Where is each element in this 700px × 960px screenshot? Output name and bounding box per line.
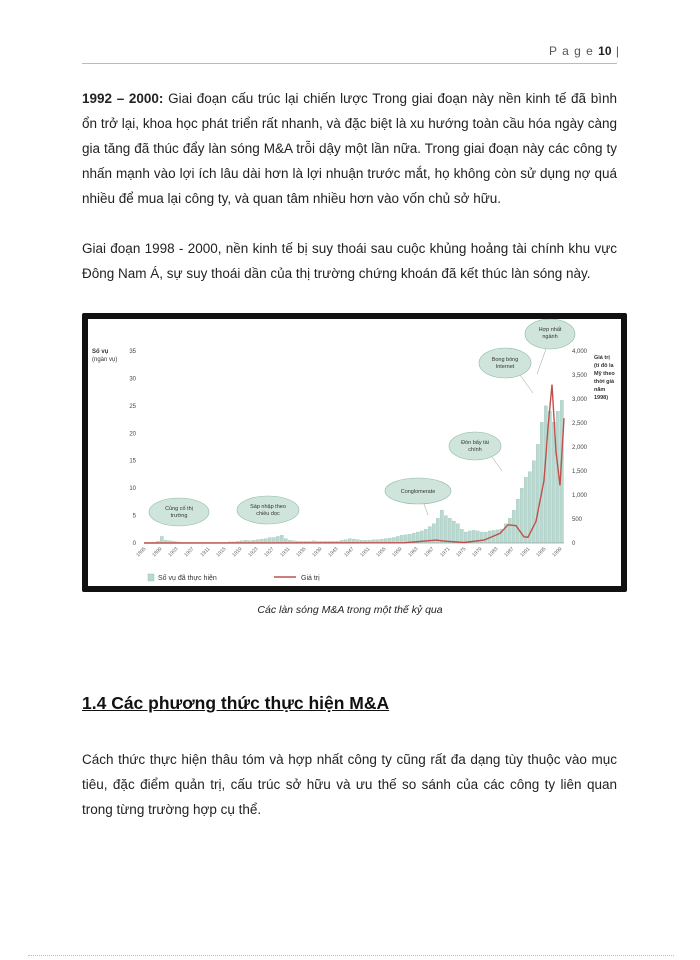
legend-swatch-deals [148,574,154,581]
svg-text:thời giá: thời giá [594,379,615,385]
period-label: 1992 – 2000: [82,91,164,106]
bar-deals [444,516,447,543]
bar-deals [460,529,463,543]
x-tick-label: 1999 [551,546,564,559]
svg-text:chính: chính [468,447,482,453]
svg-text:Đòn bẩy tài: Đòn bẩy tài [461,440,489,446]
page-header [549,44,620,58]
y-left-tick-label: 10 [129,486,136,493]
y-right-tick-label: 500 [572,517,583,523]
annotation-conglomerate [385,478,451,504]
x-tick-label: 1895 [135,546,148,559]
annotation-internet [479,348,531,378]
y-left-tick-label: 0 [132,541,136,547]
right-axis-title: Giá trị [594,355,610,361]
bar-deals [396,536,399,543]
bar-deals [484,532,487,543]
legend-label-deals: Số vụ đã thực hiện [158,575,217,582]
x-tick-label: 1903 [167,546,180,559]
section-heading: 1.4 Các phương thức thực hiện M&A [82,693,390,713]
x-tick-label: 1951 [359,546,372,559]
header-divider [82,63,617,64]
y-right-tick-label: 2,000 [572,445,588,451]
y-left-tick-label: 5 [132,513,136,520]
annotation-consolidation [149,498,209,526]
y-right-tick-label: 1,500 [572,469,588,475]
x-tick-label: 1947 [343,546,356,559]
x-tick-label: 1963 [407,546,420,559]
svg-text:trường: trường [170,513,188,519]
paragraph-body: Giai đoạn cấu trúc lại chiến lược Trong giai đoạn này nền kinh tế đã bình ổn trở lại, khoa học phát triển rất nhanh, và đặc biệt là xu hướng toàn cầu hóa ngày càng gia tăng đã thúc đẩy làn sóng M&A trỗi dậy một lần nữa. Trong giai đoạn này các công ty nhấn mạnh vào lợi ích lâu dài hơn là lợi nhuận trước mắt, họ không còn sử dụng nợ quá nhiều để mua lại công ty, và quan tâm nhiều hơn vào vốn chủ sở hữu. [82,91,617,206]
annotation-vertical [237,496,299,524]
chart-legend [148,573,320,582]
svg-text:Củng cố thị: Củng cố thị [165,506,193,512]
y-right-tick-label: 0 [572,541,576,547]
y-left-tick-label: 30 [129,376,136,383]
legend-label-value: Giá trị [301,575,320,582]
x-tick-label: 1955 [375,546,388,559]
svg-text:1998): 1998) [594,395,609,401]
y-left-tick-label: 20 [129,431,136,438]
svg-text:Conglomerate: Conglomerate [400,489,436,495]
bar-deals [496,530,499,543]
y-right-tick-label: 3,000 [572,397,588,403]
x-tick-label: 1983 [487,546,500,559]
paragraph-methods: Cách thức thực hiện thâu tóm và hợp nhất công ty cũng rất đa dạng tùy thuộc vào mục tiêu, đặc điểm quản trị, cấu trúc sở hữu và ưu thế so sánh của các công ty liên quan trong từng trường hợp cụ thể. [82,752,617,817]
bar-deals [456,524,459,543]
footer-divider [28,955,674,956]
bar-deals [280,535,283,543]
annotation-leverage [449,432,501,460]
bar-deals [440,510,443,543]
x-tick-label: 1931 [279,546,292,559]
x-tick-label: 1935 [295,546,308,559]
x-tick-label: 1899 [151,546,164,559]
svg-text:Bong bóng: Bong bóng [491,357,519,363]
bar-deals [464,532,467,543]
x-tick-label: 1979 [471,546,484,559]
paragraph-recession: Giai đoạn 1998 - 2000, nền kinh tế bị suy thoái sau cuộc khủng hoảng tài chính khu vực Đông Nam Á, sự suy thoái dần của thị trường chứng khoán đã kết thúc làn sóng này. [82,241,617,281]
figure-caption: Các làn sóng M&A trong một thế kỷ qua [257,604,443,616]
page-separator: | [615,44,620,58]
svg-text:chiều dọc: chiều dọc [256,511,280,517]
bar-deals [404,535,407,543]
svg-text:ngành: ngành [542,334,558,340]
bar-deals [448,518,451,543]
left-axis-subtitle: (ngàn vụ) [92,357,118,363]
bar-deals [516,499,519,543]
bar-deals [548,411,551,543]
x-tick-label: 1915 [215,546,228,559]
bar-deals [272,538,275,543]
x-tick-label: 1923 [247,546,260,559]
bar-deals [268,538,271,543]
x-tick-label: 1919 [231,546,244,559]
y-left-tick-label: 35 [129,349,136,355]
y-right-tick-label: 2,500 [572,421,588,427]
bar-deals [452,521,455,543]
svg-text:(tỉ đô la: (tỉ đô la [594,363,614,369]
bar-deals [532,461,535,543]
x-tick-label: 1911 [199,546,212,559]
bar-deals [536,444,539,543]
annotation-consolidation-industry [525,319,575,349]
x-tick-label: 1991 [519,546,532,559]
svg-text:Sáp nhập theo: Sáp nhập theo [250,504,286,510]
bar-deals [436,518,439,543]
x-tick-label: 1939 [311,546,324,559]
paragraph-restructuring [82,86,617,211]
bar-deals [160,536,163,543]
x-tick-label: 1907 [183,546,196,559]
y-right-tick-label: 4,000 [572,349,588,355]
y-left-tick-label: 15 [129,458,136,465]
bar-deals [508,518,511,543]
svg-text:năm: năm [594,387,606,393]
x-tick-label: 1995 [535,546,548,559]
x-tick-label: 1971 [439,546,452,559]
bar-deals [480,532,483,543]
page-number: 10 [598,44,612,58]
svg-text:Mỹ theo: Mỹ theo [594,371,615,377]
bar-deals [276,536,279,543]
bar-deals [524,477,527,543]
page-label: P a g e [549,44,594,58]
y-right-tick-label: 1,000 [572,493,588,499]
x-tick-label: 1943 [327,546,340,559]
y-left-tick-label: 25 [129,403,136,410]
x-tick-label: 1987 [503,546,516,559]
x-tick-label: 1967 [423,546,436,559]
chart-figure [82,313,627,592]
line-value-series [144,385,564,543]
left-axis-title: Số vụ [92,349,109,355]
bar-deals [400,535,403,543]
x-tick-label: 1959 [391,546,404,559]
x-tick-label: 1975 [455,546,468,559]
svg-text:Internet: Internet [495,364,515,370]
bar-deals [512,510,515,543]
y-right-tick-label: 3,500 [572,373,588,379]
ma-waves-chart [88,319,621,586]
x-tick-label: 1927 [263,546,276,559]
svg-text:Hợp nhất: Hợp nhất [538,327,562,333]
